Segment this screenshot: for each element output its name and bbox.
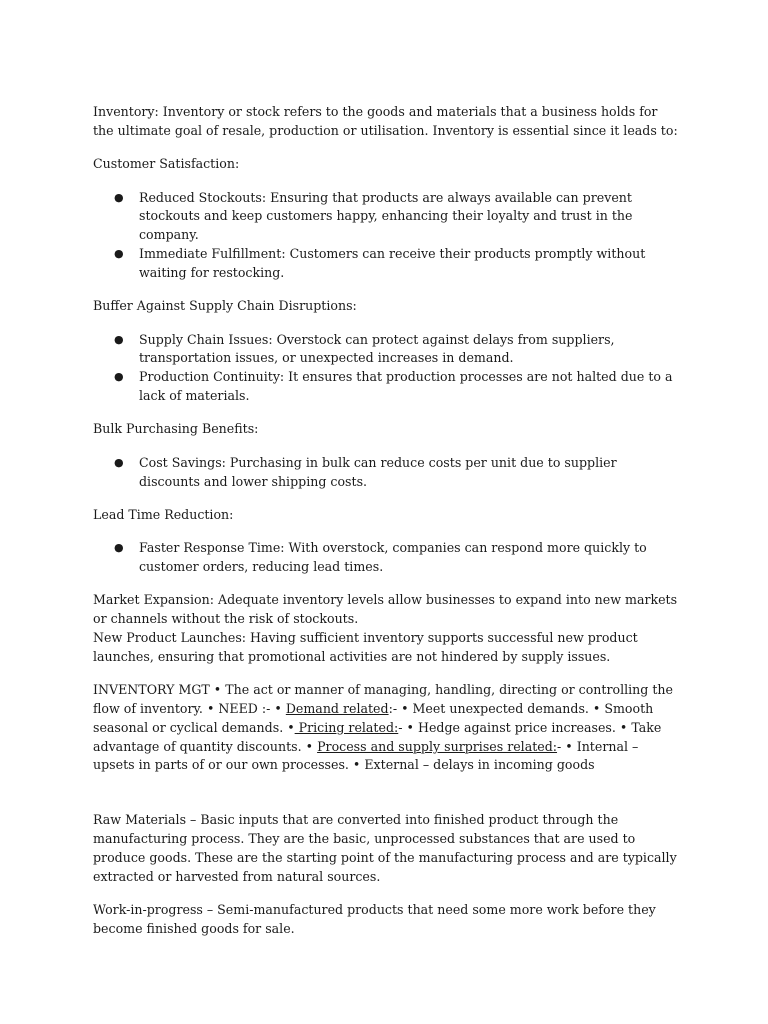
bullet-icon: ● [114,190,124,204]
bullet-list-bulk-purchasing [93,454,678,492]
bullet-icon: ● [114,541,124,555]
bullet-icon: ● [114,246,124,260]
bullet-list-customer-satisfaction [93,189,678,283]
list-item: ● Cost Savings: Purchasing in bulk can reduce costs per unit due to supplier discounts and lower shipping costs. [114,454,617,489]
process-supply-underlined: Process and supply surprises related: [317,738,558,754]
list-item: ● Reduced Stockouts: Ensuring that products are always available can prevent stockouts and keep customers happy, enhancing their loyalty and trust in the company. [114,189,633,243]
list-item: ● Faster Response Time: With overstock, companies can respond more quickly to customer orders, reducing lead times. [114,540,647,575]
pricing-related-underlined: Pricing related: [294,719,399,735]
demand-related-underlined: Demand related [285,701,389,717]
bullet-list-lead-time [93,539,678,577]
bullet-list-buffer [93,331,678,406]
market-expansion-paragraph: Market Expansion: Adequate inventory levels allow businesses to expand into new markets or channels without the risk of stockouts. [93,592,678,627]
section-heading-customer-satisfaction: Customer Satisfaction: [93,156,240,172]
section-heading-buffer: Buffer Against Supply Chain Disruptions: [93,298,357,314]
document-page [93,103,678,939]
intro-paragraph: Inventory: Inventory or stock refers to the goods and materials that a business holds for the ultimate goal of resale, production or utilisation. Inventory is essential since it leads to: [93,104,678,138]
list-item: ● Immediate Fulfillment: Customers can receive their products promptly without waiting for restocking. [114,245,646,280]
inventory-mgt-paragraph: INVENTORY MGT • The act or manner of managing, handling, directing or controlling the flow of inventory. • NEED :- • Demand related:- • Meet unexpected demands. • Smooth seasonal or cyclical demands. • Pricing related:- • Hedge against price increases. • Take advantage of quantity discounts. • Process and supply surprises related:- • Internal – upsets in parts of or our own processes. • External – delays in incoming goods [93,682,673,773]
list-item: ● Production Continuity: It ensures that production processes are not halted due to a lack of materials. [114,369,673,403]
bullet-icon: ● [114,332,124,346]
section-heading-lead-time: Lead Time Reduction: [93,506,234,522]
section-heading-bulk-purchasing: Bulk Purchasing Benefits: [93,421,259,437]
wip-paragraph: Work-in-progress – Semi-manufactured products that need some more work before they become finished goods for sale. [93,902,656,936]
list-item: ● Supply Chain Issues: Overstock can protect against delays from suppliers, transportation issues, or unexpected increases in demand. [114,331,615,366]
bullet-icon: ● [114,455,124,469]
new-product-paragraph: New Product Launches: Having sufficient inventory supports successful new product launches, ensuring that promotional activities are not hindered by supply issues. [93,630,638,664]
raw-materials-paragraph: Raw Materials – Basic inputs that are converted into finished product through the manufacturing process. They are the basic, unprocessed substances that are used to produce goods. These are the starting point of the manufacturing process and are typically extracted or harvested from natural sources. [93,812,677,884]
bullet-icon: ● [114,370,124,384]
